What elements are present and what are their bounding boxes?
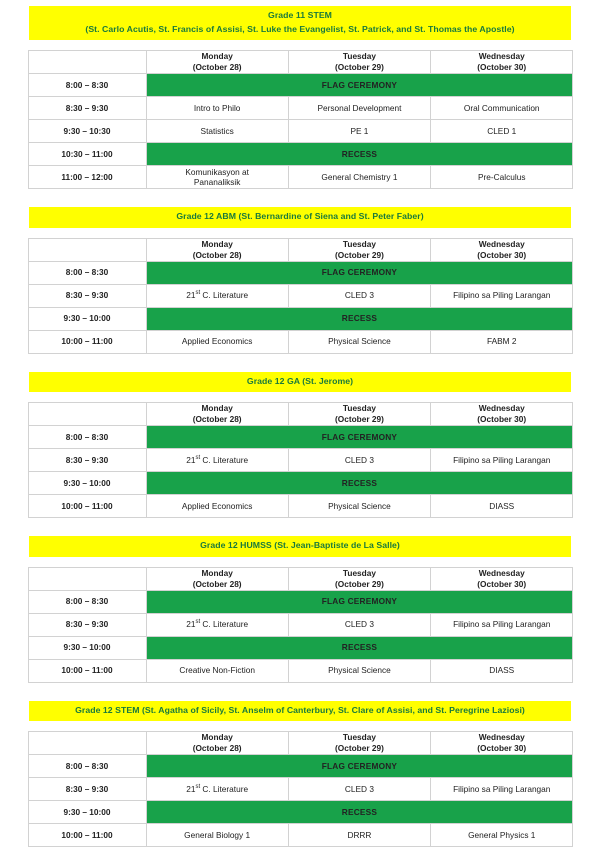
flag-ceremony-cell: FLAG CEREMONY [146,590,573,613]
subject-ordinal-number: 21 [186,454,196,465]
time-slot-cell: 8:30 – 9:30 [28,613,146,636]
time-slot-cell: 9:30 – 10:00 [28,801,146,824]
day-date: (October 28) [192,62,242,72]
subject-cell-wednesday: Filipino sa Piling Larangan [431,284,573,307]
section-banner-grade-11-stem [29,6,571,40]
day-column-header-monday [146,732,288,755]
section-spacer [0,189,600,207]
table-row [28,755,573,778]
day-name: Wednesday [478,403,525,413]
table-row [28,824,573,847]
day-date: (October 28) [192,743,242,753]
banner-title-line-1: Grade 11 STEM [268,10,332,20]
day-column-header-tuesday [288,567,430,590]
banner-title-line-1: Grade 12 HUMSS (St. Jean-Baptiste de La Salle) [200,540,400,550]
schedule-section-grade-12-stem [0,701,600,848]
section-spacer [0,683,600,701]
table-row [28,330,573,353]
subject-cell-wednesday: Filipino sa Piling Larangan [431,613,573,636]
time-slot-cell: 8:00 – 8:30 [28,590,146,613]
banner-title-line-2: (St. Carlo Acutis, St. Francis of Assisi, St. Luke the Evangelist, St. Patrick, and St. Thomas the Apostle) [85,23,515,34]
schedule-table-grade-12-stem [28,731,574,847]
recess-cell: RECESS [146,472,573,495]
day-column-header-wednesday [431,403,573,426]
time-column-header [28,403,146,426]
table-header-row [28,238,573,261]
schedule-table-wrapper [28,392,573,518]
day-name: Tuesday [342,567,376,578]
table-row [28,307,573,330]
table-row [28,143,573,166]
day-column-header-monday [146,403,288,426]
day-name: Monday [201,403,233,413]
section-banner-grade-12-ga [29,372,571,393]
day-name: Tuesday [342,732,376,742]
schedule-table-grade-12-abm [28,238,574,354]
time-slot-cell: 10:00 – 11:00 [28,330,146,353]
day-column-header-tuesday [288,238,430,261]
day-column-header-tuesday [288,51,430,74]
day-column-header-wednesday [431,732,573,755]
section-spacer [0,354,600,372]
time-slot-cell: 8:00 – 8:30 [28,74,146,97]
day-column-header-monday [146,51,288,74]
table-row [28,166,573,189]
subject-name-rest: C. Literature [200,290,249,300]
time-slot-cell: 8:00 – 8:30 [28,755,146,778]
subject-name-rest: C. Literature [200,783,249,794]
flag-ceremony-cell: FLAG CEREMONY [146,426,573,449]
day-date: (October 30) [477,743,527,753]
subject-name-rest: C. Literature [200,454,249,465]
day-name: Tuesday [342,403,376,413]
subject-ordinal-suffix: st [195,454,201,461]
banner-title-line-1: Grade 12 STEM (St. Agatha of Sicily, St. Anselm of Canterbury, St. Clare of Assisi, and St. Peregrine Laziosi) [75,704,525,715]
day-column-header-wednesday [431,567,573,590]
subject-ordinal-suffix: st [195,290,201,297]
table-row [28,495,573,518]
time-slot-cell: 9:30 – 10:00 [28,307,146,330]
day-date: (October 29) [335,414,384,424]
flag-ceremony-cell: FLAG CEREMONY [146,755,573,778]
subject-cell-wednesday: Filipino sa Piling Larangan [431,449,573,472]
day-date: (October 30) [477,414,527,424]
time-column-header [28,567,146,590]
schedule-table-wrapper [28,721,573,847]
day-date: (October 30) [477,62,527,72]
subject-cell-monday: Statistics [146,120,288,143]
subject-cell-tuesday: DRRR [288,824,430,847]
day-name: Monday [201,732,233,742]
day-date: (October 28) [192,249,242,260]
table-row [28,97,573,120]
table-row [28,120,573,143]
time-slot-cell: 10:00 – 11:00 [28,824,146,847]
schedule-section-grade-12-ga [0,372,600,519]
schedule-section-grade-11-stem [0,6,600,189]
day-column-header-wednesday [431,238,573,261]
day-name: Wednesday [478,51,525,61]
day-date: (October 30) [477,249,527,260]
day-date: (October 29) [335,743,384,753]
subject-cell-tuesday: General Chemistry 1 [288,166,430,189]
subject-cell-wednesday: DIASS [431,659,573,682]
recess-cell: RECESS [146,801,573,824]
subject-cell-tuesday: CLED 3 [288,284,430,307]
subject-cell-tuesday: CLED 3 [288,613,430,636]
time-slot-cell: 8:30 – 9:30 [28,97,146,120]
subject-cell-monday [146,166,288,189]
subject-cell-tuesday: Physical Science [288,659,430,682]
day-column-header-monday [146,238,288,261]
flag-ceremony-cell: FLAG CEREMONY [146,261,573,284]
subject-cell-tuesday: CLED 3 [288,778,430,801]
subject-cell-tuesday: Personal Development [288,97,430,120]
table-header-row [28,732,573,755]
time-column-header [28,51,146,74]
schedule-section-grade-12-humss [0,536,600,683]
subject-cell-wednesday: DIASS [431,495,573,518]
table-row [28,472,573,495]
subject-cell-monday: General Biology 1 [146,824,288,847]
schedule-table-wrapper [28,228,573,354]
subject-cell-monday [146,284,288,307]
day-name: Tuesday [342,51,376,61]
banner-title-line-1: Grade 12 ABM (St. Bernardine of Siena and St. Peter Faber) [176,211,424,221]
day-column-header-tuesday [288,403,430,426]
day-name: Monday [201,567,233,578]
subject-cell-monday: Applied Economics [146,495,288,518]
table-header-row [28,51,573,74]
time-slot-cell: 8:00 – 8:30 [28,261,146,284]
recess-cell: RECESS [146,143,573,166]
table-row [28,590,573,613]
section-spacer [0,518,600,536]
schedule-table-grade-11-stem [28,50,574,189]
table-row [28,636,573,659]
subject-cell-monday [146,449,288,472]
subject-cell-tuesday: Physical Science [288,495,430,518]
time-slot-cell: 10:00 – 11:00 [28,659,146,682]
day-date: (October 29) [335,249,384,260]
table-row [28,426,573,449]
subject-ordinal-number: 21 [186,783,196,794]
subject-line-1: Komunikasyon at [185,166,249,177]
day-column-header-tuesday [288,732,430,755]
time-slot-cell: 8:00 – 8:30 [28,426,146,449]
subject-cell-monday [146,613,288,636]
table-row [28,261,573,284]
section-banner-grade-12-humss [29,536,571,557]
subject-cell-tuesday: PE 1 [288,120,430,143]
subject-line-2: Pananaliksik [193,177,241,187]
subject-cell-tuesday: Physical Science [288,330,430,353]
table-row [28,801,573,824]
schedule-table-grade-12-ga [28,402,574,518]
recess-cell: RECESS [146,307,573,330]
day-name: Wednesday [478,732,525,742]
time-slot-cell: 10:30 – 11:00 [28,143,146,166]
schedule-table-grade-12-humss [28,567,574,683]
time-column-header [28,732,146,755]
table-row [28,74,573,97]
banner-title-line-1: Grade 12 GA (St. Jerome) [246,375,354,386]
table-header-row [28,567,573,590]
time-slot-cell: 9:30 – 10:00 [28,472,146,495]
subject-cell-monday: Creative Non-Fiction [146,659,288,682]
subject-cell-wednesday: CLED 1 [431,120,573,143]
day-date: (October 29) [335,62,384,72]
schedule-table-wrapper [28,557,573,683]
flag-ceremony-cell: FLAG CEREMONY [146,74,573,97]
subject-cell-monday [146,778,288,801]
day-column-header-wednesday [431,51,573,74]
schedule-sections [0,6,600,847]
subject-cell-monday: Intro to Philo [146,97,288,120]
time-slot-cell: 8:30 – 9:30 [28,284,146,307]
subject-name-rest: C. Literature [200,619,249,629]
subject-ordinal-suffix: st [195,619,201,626]
day-name: Monday [201,238,233,249]
day-name: Monday [201,51,233,61]
day-date: (October 30) [477,578,527,589]
table-row [28,659,573,682]
time-column-header [28,238,146,261]
time-slot-cell: 9:30 – 10:00 [28,636,146,659]
subject-cell-wednesday: Filipino sa Piling Larangan [431,778,573,801]
day-name: Wednesday [478,238,525,249]
subject-ordinal-number: 21 [186,619,196,629]
table-row [28,449,573,472]
day-name: Tuesday [342,238,376,249]
day-date: (October 29) [335,578,384,589]
subject-cell-wednesday: Oral Communication [431,97,573,120]
table-row [28,613,573,636]
subject-ordinal-suffix: st [195,783,201,790]
recess-cell: RECESS [146,636,573,659]
subject-cell-wednesday: FABM 2 [431,330,573,353]
day-date: (October 28) [192,414,242,424]
day-date: (October 28) [192,578,242,589]
subject-cell-wednesday: General Physics 1 [431,824,573,847]
table-row [28,284,573,307]
time-slot-cell: 8:30 – 9:30 [28,449,146,472]
day-name: Wednesday [478,567,525,578]
time-slot-cell: 11:00 – 12:00 [28,166,146,189]
schedule-table-wrapper [28,40,573,189]
time-slot-cell: 8:30 – 9:30 [28,778,146,801]
subject-cell-wednesday: Pre-Calculus [431,166,573,189]
schedule-section-grade-12-abm [0,207,600,354]
time-slot-cell: 9:30 – 10:30 [28,120,146,143]
subject-ordinal-number: 21 [186,290,196,300]
section-banner-grade-12-abm [29,207,571,228]
day-column-header-monday [146,567,288,590]
subject-cell-tuesday: CLED 3 [288,449,430,472]
table-row [28,778,573,801]
table-header-row [28,403,573,426]
subject-cell-monday: Applied Economics [146,330,288,353]
section-banner-grade-12-stem [29,701,571,722]
time-slot-cell: 10:00 – 11:00 [28,495,146,518]
